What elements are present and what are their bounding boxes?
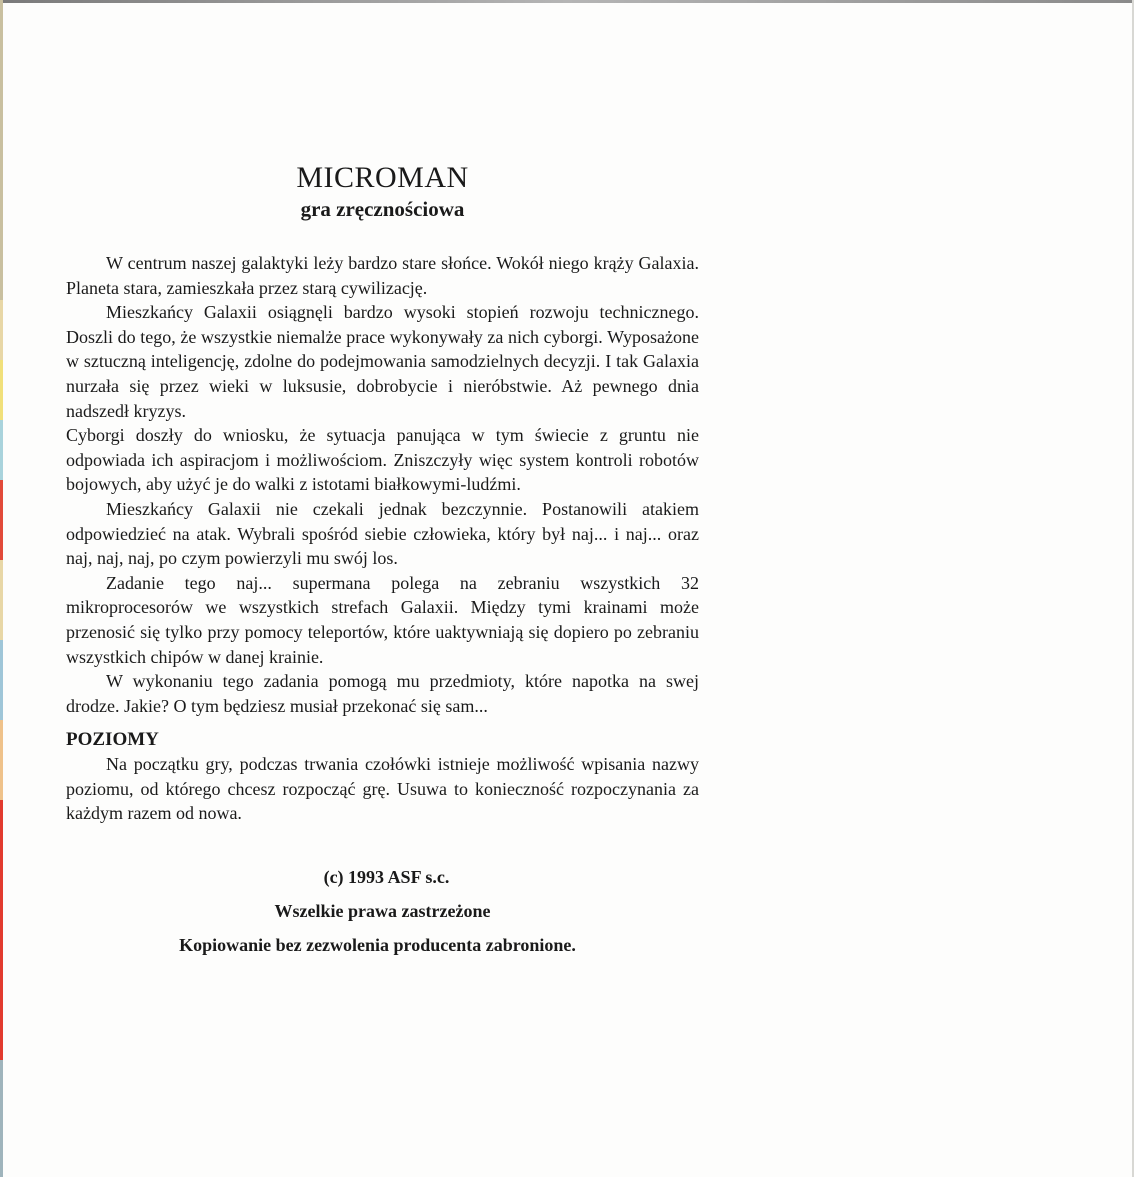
paragraph: Cyborgi doszły do wniosku, że sytuacja panująca w tym świecie z gruntu nie odpowiada ich aspiracjom i możliwościom. Zniszczyły więc system kontroli robotów bojowych, aby użyć je do walki z istotami białkowymi-ludźmi. — [66, 425, 699, 495]
paragraph: Na początku gry, podczas trwania czołówki istnieje możliwość wpisania nazwy poziomu, od którego chcesz rozpocząć grę. Usuwa to konieczność rozpoczynania za każdym razem od nowa. — [66, 754, 699, 824]
paragraph: W centrum naszej galaktyki leży bardzo stare słońce. Wokół niego krąży Galaxia. Planeta stara, zamieszkała przez starą cywilizację. — [66, 253, 699, 298]
rights-line: Wszelkie prawa zastrzeżone — [274, 901, 491, 922]
page-subtitle: gra zręcznościowa — [300, 197, 465, 221]
copying-line: Kopiowanie bez zezwolenia producenta zabronione. — [179, 935, 576, 956]
page-title: MICROMAN — [296, 161, 469, 194]
paragraph: Zadanie tego naj... supermana polega na zebraniu wszystkich 32 mikroprocesorów we wszystkich strefach Galaxii. Między tymi krainami może przenosić się tylko przy pomocy teleportów, które uaktywniają się dopiero po zebraniu wszystkich chipów w danej krainie. — [66, 572, 699, 667]
paragraph: Mieszkańcy Galaxii nie czekali jednak bezczynnie. Postanowili atakiem odpowiedzieć na atak. Wybrali spośród siebie człowieka, który był naj... i naj... oraz naj, naj, naj, po czym powierzyli mu swój los. — [66, 498, 699, 569]
paragraph: Mieszkańcy Galaxii osiągnęli bardzo wysoki stopień rozwoju technicznego. Doszli do tego, że wszystkie niemalże prace wykonywały za nich cyborgi. Wyposażone w sztuczną inteligencję, zdolne do podejmowania samodzielnych decyzji. I tak Galaxia nurzała się przez wieki w luksusie, dobrobycie i nieróbstwie. Aż pewnego dnia nadszedł kryzys. — [66, 302, 699, 421]
copyright-line: (c) 1993 ASF s.c. — [323, 867, 450, 888]
scan-top-edge — [0, 0, 1134, 3]
paragraph: W wykonaniu tego zadania pomogą mu przedmioty, które napotka na swej drodze. Jakie? O tym będziesz musiał przekonać się sam... — [66, 671, 699, 716]
scan-left-edge — [0, 0, 3, 1177]
manual-page — [66, 160, 699, 962]
story-text — [66, 251, 699, 718]
section-heading: POZIOMY — [66, 729, 159, 751]
copyright-footer — [66, 860, 699, 962]
section-text-block — [66, 752, 699, 826]
